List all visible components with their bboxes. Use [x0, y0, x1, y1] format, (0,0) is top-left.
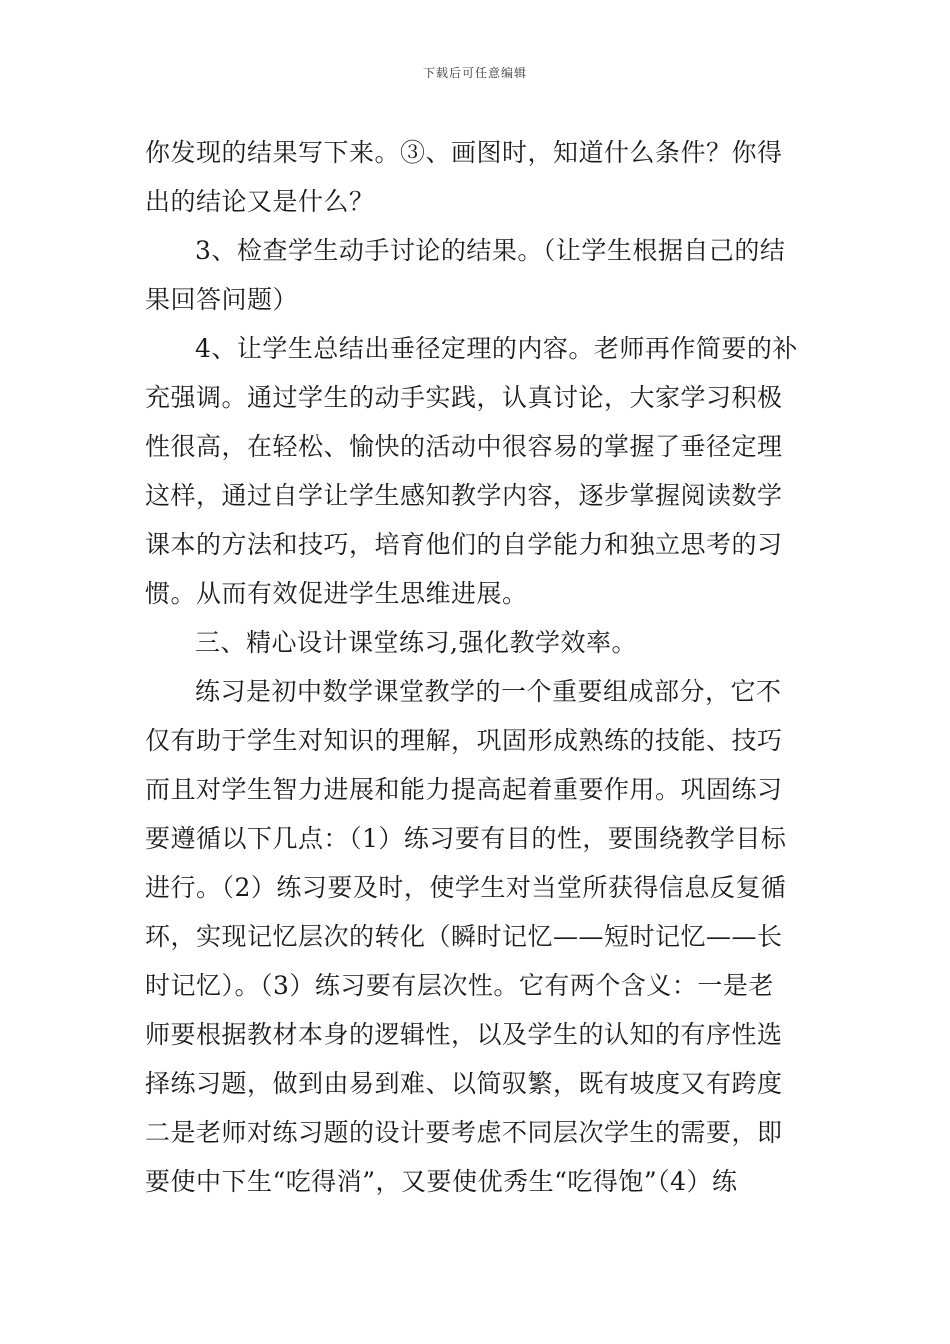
text-line: 4、让学生总结出垂径定理的内容。老师再作简要的补	[195, 334, 798, 363]
text-line: 而且对学生智力进展和能力提高起着重要作用。巩固练习	[145, 775, 783, 804]
text-line: 这样，通过自学让学生感知教学内容，逐步掌握阅读数学	[145, 481, 783, 510]
text-line: 课本的方法和技巧，培育他们的自学能力和独立思考的习	[145, 530, 783, 559]
text-line: 3、检查学生动手讨论的结果。（让学生根据自己的结	[195, 236, 786, 265]
text-line: 环，实现记忆层次的转化（瞬时记忆——短时记忆——长	[145, 922, 783, 951]
text-line: 要遵循以下几点：（1）练习要有目的性，要围绕教学目标	[145, 824, 787, 853]
text-line: 你发现的结果写下来。③、画图时，知道什么条件？你得	[145, 138, 783, 167]
text-line: 果回答问题）	[145, 285, 299, 314]
text-line: 择练习题，做到由易到难、以简驭繁，既有坡度又有跨度	[145, 1069, 783, 1098]
text-line: 练习是初中数学课堂教学的一个重要组成部分，它不	[195, 677, 782, 706]
text-line: 性很高，在轻松、愉快的活动中很容易的掌握了垂径定理	[145, 432, 783, 461]
text-line: 师要根据教材本身的逻辑性，以及学生的认知的有序性选	[145, 1020, 783, 1049]
text-line: 出的结论又是什么？	[145, 187, 375, 216]
text-line: 惯。从而有效促进学生思维进展。	[145, 579, 528, 608]
text-line: 仅有助于学生对知识的理解，巩固形成熟练的技能、技巧	[145, 726, 783, 755]
text-line: 二是老师对练习题的设计要考虑不同层次学生的需要，即	[145, 1118, 783, 1147]
page-header: 下载后可任意编辑	[422, 66, 527, 80]
text-line: 充强调。通过学生的动手实践，认真讨论，大家学习积极	[145, 383, 783, 412]
text-line: 三、精心设计课堂练习,强化教学效率。	[195, 628, 637, 657]
text-line: 时记忆）。（3）练习要有层次性。它有两个含义：一是老	[145, 971, 774, 1000]
text-line: 要使中下生“吃得消”，又要使优秀生“吃得饱”（4）练	[145, 1167, 738, 1196]
text-line: 进行。（2）练习要及时，使学生对当堂所获得信息反复循	[145, 873, 787, 902]
document-body	[145, 128, 810, 1206]
